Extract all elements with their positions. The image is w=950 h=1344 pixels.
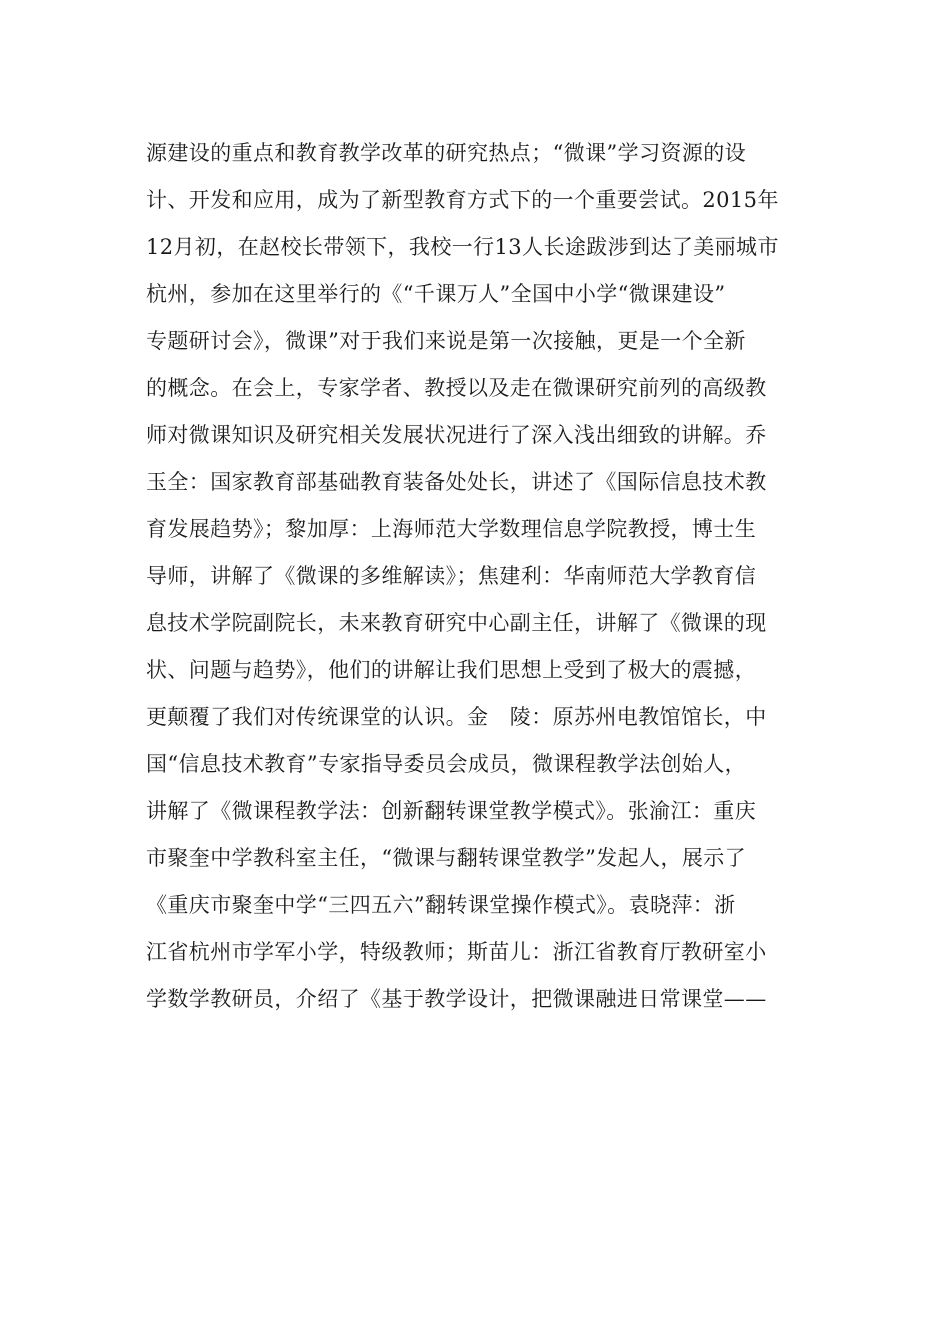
text-line-5: 专题研讨会》，微课”对于我们来说是第一次接触，更是一个全新 (146, 329, 746, 353)
text-line-16: 市聚奎中学教科室主任，“微课与翻转课堂教学”发起人，展示了 (146, 846, 747, 870)
text-line-12: 状、问题与趋势》，他们的讲解让我们思想上受到了极大的震撼， (146, 658, 757, 682)
text-line-10: 导师，讲解了《微课的多维解读》；焦建利：华南师范大学教育信 (146, 564, 757, 588)
text-line-8: 玉全：国家教育部基础教育装备处处长，讲述了《国际信息技术教 (146, 470, 767, 494)
body-text (146, 130, 796, 1023)
text-line-7: 师对微课知识及研究相关发展状况进行了深入浅出细致的讲解。乔 (146, 423, 767, 447)
text-line-17: 《重庆市聚奎中学“三四五六”翻转课堂操作模式》。袁晓萍：浙 (146, 893, 736, 917)
text-line-18: 江省杭州市学军小学，特级教师；斯苗儿：浙江省教育厅教研室小 (146, 940, 767, 964)
text-line-19: 学数学教研员，介绍了《基于教学设计，把微课融进日常课堂—— (146, 987, 767, 1011)
text-line-4: 杭州，参加在这里举行的《“千课万人”全国中小学“微课建设” (146, 282, 726, 306)
text-line-13: 更颠覆了我们对传统课堂的认识。金 陵：原苏州电教馆馆长，中 (146, 705, 767, 729)
text-line-9: 育发展趋势》；黎加厚：上海师范大学数理信息学院教授，博士生 (146, 517, 757, 541)
text-line-6: 的概念。在会上，专家学者、教授以及走在微课研究前列的高级教 (146, 376, 767, 400)
text-line-15: 讲解了《微课程教学法：创新翻转课堂教学模式》。张渝江：重庆 (146, 799, 757, 823)
text-line-11: 息技术学院副院长，未来教育研究中心副主任，讲解了《微课的现 (146, 611, 767, 635)
text-line-14: 国“信息技术教育”专家指导委员会成员，微课程教学法创始人， (146, 752, 747, 776)
text-line-2: 计、开发和应用，成为了新型教育方式下的一个重要尝试。2015年 (146, 188, 779, 212)
text-line-1: 源建设的重点和教育教学改革的研究热点；“微课”学习资源的设 (146, 141, 747, 165)
text-line-3: 12月初，在赵校长带领下，我校一行13人长途跋涉到达了美丽城市 (146, 235, 779, 259)
